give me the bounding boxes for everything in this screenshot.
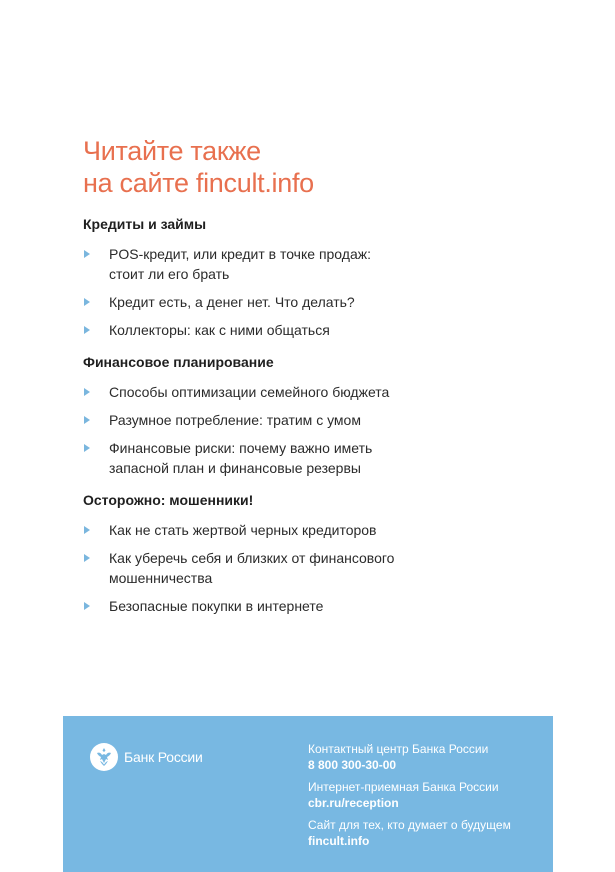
section-title: Осторожно: мошенники! (83, 492, 254, 508)
article-list (83, 382, 553, 478)
article-link-line: Как уберечь себя и близких от финансового (109, 550, 395, 566)
reception-link[interactable]: cbr.ru/reception (308, 796, 399, 810)
article-link-line: запасной план и финансовые резервы (109, 460, 361, 476)
article-link-line: Как не стать жертвой черных кредиторов (109, 522, 377, 538)
article-link[interactable] (83, 244, 553, 284)
article-link[interactable] (83, 548, 553, 588)
contact-label: Контактный центр Банка России (308, 742, 489, 756)
phone-number[interactable]: 8 800 300-30-00 (308, 758, 397, 772)
bullet-triangle-icon (84, 298, 90, 306)
article-link-line: Финансовые риски: почему важно иметь (109, 440, 373, 456)
article-link-line: Безопасные покупки в интернете (109, 598, 324, 614)
article-link[interactable] (83, 292, 553, 312)
article-link-line: мошенничества (109, 570, 213, 586)
footer-panel (63, 716, 553, 872)
article-link[interactable] (83, 410, 553, 430)
site-link[interactable]: fincult.info (308, 834, 370, 848)
article-link[interactable] (83, 438, 553, 478)
bullet-triangle-icon (84, 416, 90, 424)
contacts-block (308, 741, 548, 855)
bullet-triangle-icon (84, 444, 90, 452)
article-list (83, 520, 553, 616)
article-link[interactable] (83, 520, 553, 540)
section-title: Кредиты и займы (83, 216, 207, 232)
contact-site (308, 817, 548, 849)
contact-label: Сайт для тех, кто думает о будущем (308, 818, 511, 832)
bullet-triangle-icon (84, 250, 90, 258)
bullet-triangle-icon (84, 388, 90, 396)
article-link-line: Кредит есть, а денег нет. Что делать? (109, 294, 355, 310)
bank-logo[interactable] (89, 742, 203, 772)
section-title: Финансовое планирование (83, 354, 274, 370)
article-link[interactable] (83, 596, 553, 616)
bullet-triangle-icon (84, 554, 90, 562)
bullet-triangle-icon (84, 326, 90, 334)
bullet-triangle-icon (84, 602, 90, 610)
contact-reception (308, 779, 548, 811)
section-fraud (83, 490, 553, 616)
bullet-triangle-icon (84, 526, 90, 534)
article-link-line: стоит ли его брать (109, 266, 230, 282)
heading-line-2: на сайте fincult.info (83, 168, 314, 198)
contact-center (308, 741, 548, 773)
section-credits (83, 214, 553, 340)
page-heading (83, 135, 543, 199)
article-link-line: POS-кредит, или кредит в точке продаж: (109, 246, 371, 262)
section-planning (83, 352, 553, 478)
article-link[interactable] (83, 382, 553, 402)
article-link-line: Способы оптимизации семейного бюджета (109, 384, 390, 400)
heading-line-1: Читайте также (83, 136, 261, 166)
contact-label: Интернет-приемная Банка России (308, 780, 499, 794)
article-link-line: Разумное потребление: тратим с умом (109, 412, 361, 428)
article-sections (83, 214, 553, 628)
article-list (83, 244, 553, 340)
bank-emblem-icon (89, 742, 119, 772)
article-link-line: Коллекторы: как с ними общаться (109, 322, 330, 338)
article-link[interactable] (83, 320, 553, 340)
bank-name: Банк России (124, 749, 203, 765)
